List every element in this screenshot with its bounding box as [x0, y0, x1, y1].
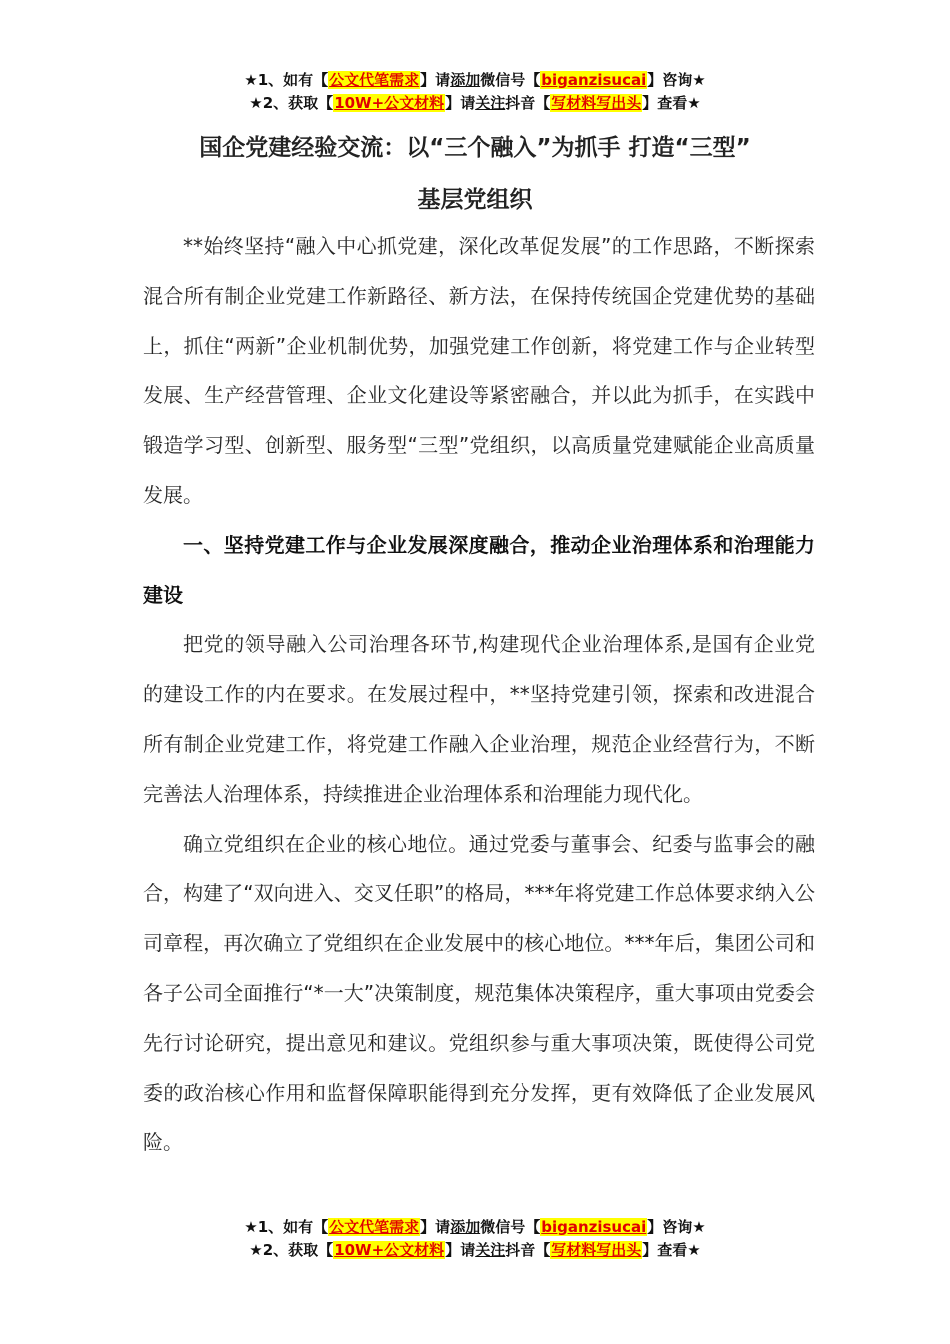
promo-highlight: 10W+公文材料 [334, 1241, 445, 1259]
section-heading: 一、坚持党建工作与企业发展深度融合，推动企业治理体系和治理能力建设 [143, 532, 815, 607]
promo-highlight: 10W+公文材料 [334, 94, 445, 112]
title-line-1: 国企党建经验交流：以“三个融入”为抓手 打造“三型” [199, 135, 751, 161]
douyin-account: 写材料写出头 [551, 94, 642, 112]
intro-paragraph: **始终坚持“融入中心抓党建，深化改革促发展”的工作思路，不断探索混合所有制企业党建工作新路径、新方法，在保持传统国企党建优势的基础上，抓住“两新”企业机制优势，加强党建工作创新，将党建工作与企业转型发展、生产经营管理、企业文化建设等紧密融合，并以此为抓手，在实践中锻造学习型、创新型、服务型“三型”党组织，以高质量党建赋能企业高质量发展。 [143, 234, 815, 507]
title-line-2: 基层党组织 [417, 187, 533, 213]
document-body [143, 222, 815, 1168]
document-title [0, 122, 950, 226]
promo-highlight: 公文代笔需求 [329, 71, 420, 89]
body-paragraph: 把党的领导融入公司治理各环节,构建现代企业治理体系,是国有企业党的建设工作的内在要求。在发展过程中，**坚持党建引领，探索和改进混合所有制企业党建工作，将党建工作融入企业治理，规范企业经营行为，不断完善法人治理体系，持续推进企业治理体系和治理能力现代化。 [143, 632, 815, 806]
promo-line-1: ★1、如有【公文代笔需求】请添加微信号【biganzisucai】咨询★ [244, 71, 706, 89]
wechat-id: biganzisucai [541, 1218, 647, 1236]
promo-highlight: 公文代笔需求 [329, 1218, 420, 1236]
promo-banner-bottom [0, 1216, 950, 1262]
promo-line-2: ★2、获取【10W+公文材料】请关注抖音【写材料写出头】查看★ [249, 94, 701, 112]
promo-banner-top [0, 69, 950, 115]
douyin-account: 写材料写出头 [551, 1241, 642, 1259]
promo-line-1: ★1、如有【公文代笔需求】请添加微信号【biganzisucai】咨询★ [244, 1218, 706, 1236]
wechat-id: biganzisucai [541, 71, 647, 89]
promo-line-2: ★2、获取【10W+公文材料】请关注抖音【写材料写出头】查看★ [249, 1241, 701, 1259]
body-paragraph: 确立党组织在企业的核心地位。通过党委与董事会、纪委与监事会的融合，构建了“双向进入、交叉任职”的格局，***年将党建工作总体要求纳入公司章程，再次确立了党组织在企业发展中的核心地位。***年后，集团公司和各子公司全面推行“*一大”决策制度，规范集体决策程序，重大事项由党委会先行讨论研究，提出意见和建议。党组织参与重大事项决策，既使得公司党委的政治核心作用和监督保障职能得到充分发挥，更有效降低了企业发展风险。 [143, 831, 815, 1155]
